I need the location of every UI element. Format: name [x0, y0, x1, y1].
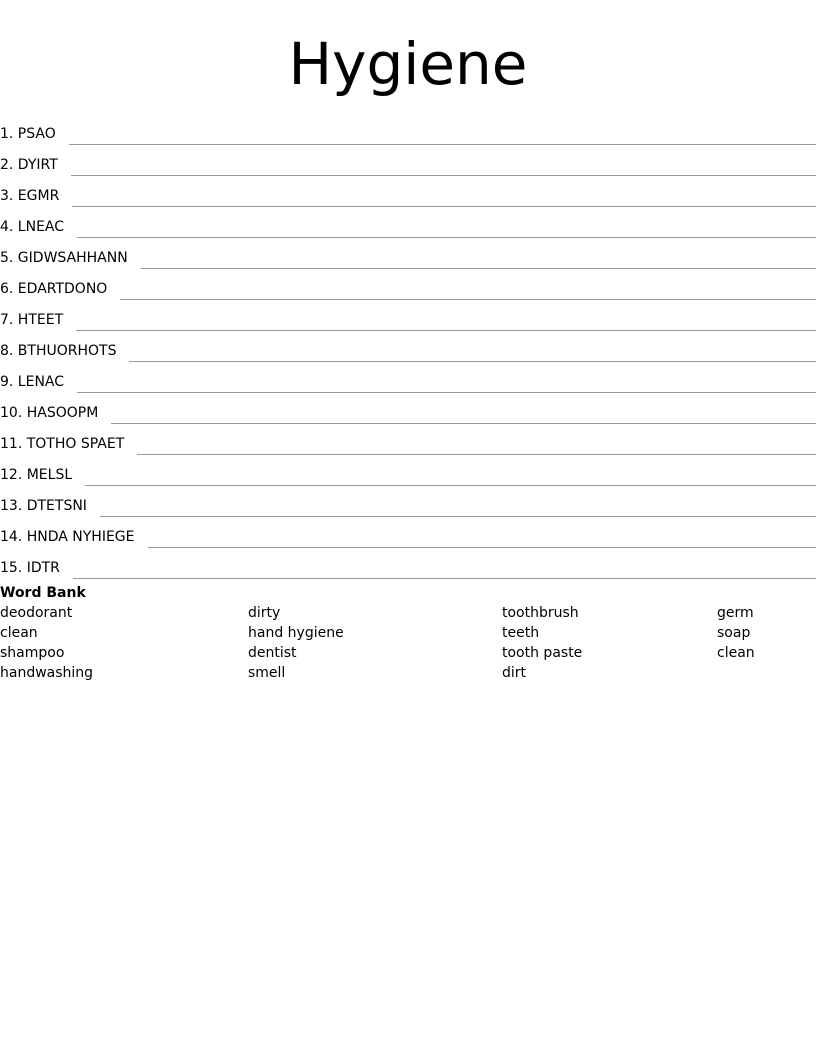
- scrambled-word: 8. BTHUORHOTS: [0, 343, 117, 359]
- word-bank-item: dirt: [502, 665, 527, 681]
- scrambled-word: 12. MELSL: [0, 467, 73, 483]
- answer-line[interactable]: [72, 206, 816, 207]
- answer-line[interactable]: [100, 516, 816, 517]
- word-bank-item: deodorant: [0, 605, 73, 621]
- question-row: [0, 422, 816, 453]
- question-row: [0, 298, 816, 329]
- answer-line[interactable]: [77, 392, 816, 393]
- answer-line[interactable]: [85, 485, 816, 486]
- answer-line[interactable]: [120, 299, 816, 300]
- word-bank-item: teeth: [502, 625, 540, 641]
- answer-line[interactable]: [76, 330, 816, 331]
- scrambled-word: 4. LNEAC: [0, 219, 65, 235]
- question-row: [0, 329, 816, 360]
- word-bank-title: Word Bank: [0, 585, 86, 601]
- scrambled-word: 14. HNDA NYHIEGE: [0, 529, 135, 545]
- scrambled-word: 6. EDARTDONO: [0, 281, 108, 297]
- answer-line[interactable]: [73, 578, 816, 579]
- word-bank-item: dentist: [248, 645, 297, 661]
- question-row: [0, 143, 816, 174]
- question-row: [0, 360, 816, 391]
- question-list: [0, 112, 816, 577]
- question-row: [0, 112, 816, 143]
- word-bank-column: [717, 604, 755, 664]
- scrambled-word: 10. HASOOPM: [0, 405, 99, 421]
- answer-line[interactable]: [69, 144, 816, 145]
- question-row: [0, 267, 816, 298]
- question-row: [0, 236, 816, 267]
- word-bank-item: soap: [717, 625, 751, 641]
- word-bank-column: [502, 604, 582, 684]
- word-bank: [0, 584, 816, 682]
- worksheet-title: Hygiene: [288, 30, 528, 98]
- scrambled-word: 9. LENAC: [0, 374, 65, 390]
- word-bank-item: smell: [248, 665, 286, 681]
- word-bank-item: shampoo: [0, 645, 65, 661]
- word-bank-item: dirty: [248, 605, 281, 621]
- word-bank-item: hand hygiene: [248, 625, 344, 641]
- scrambled-word: 7. HTEET: [0, 312, 64, 328]
- answer-line[interactable]: [141, 268, 816, 269]
- word-bank-item: clean: [717, 645, 755, 661]
- scrambled-word: 15. IDTR: [0, 560, 60, 576]
- scrambled-word: 11. TOTHO SPAET: [0, 436, 125, 452]
- question-row: [0, 453, 816, 484]
- scrambled-word: 13. DTETSNI: [0, 498, 87, 514]
- answer-line[interactable]: [77, 237, 816, 238]
- scrambled-word: 5. GIDWSAHHANN: [0, 250, 128, 266]
- question-row: [0, 205, 816, 236]
- question-row: [0, 174, 816, 205]
- question-row: [0, 515, 816, 546]
- question-row: [0, 484, 816, 515]
- answer-line[interactable]: [137, 454, 816, 455]
- answer-line[interactable]: [148, 547, 816, 548]
- word-bank-column: [248, 604, 344, 684]
- word-bank-column: [0, 604, 93, 684]
- question-row: [0, 391, 816, 422]
- word-bank-item: clean: [0, 625, 38, 641]
- word-bank-item: toothbrush: [502, 605, 579, 621]
- answer-line[interactable]: [71, 175, 816, 176]
- word-bank-item: germ: [717, 605, 754, 621]
- scrambled-word: 3. EGMR: [0, 188, 60, 204]
- word-bank-item: tooth paste: [502, 645, 583, 661]
- answer-line[interactable]: [129, 361, 816, 362]
- word-bank-item: handwashing: [0, 665, 94, 681]
- scrambled-word: 2. DYIRT: [0, 157, 58, 173]
- scrambled-word: 1. PSAO: [0, 126, 56, 142]
- question-row: [0, 546, 816, 577]
- word-bank-grid: [0, 602, 816, 682]
- answer-line[interactable]: [111, 423, 816, 424]
